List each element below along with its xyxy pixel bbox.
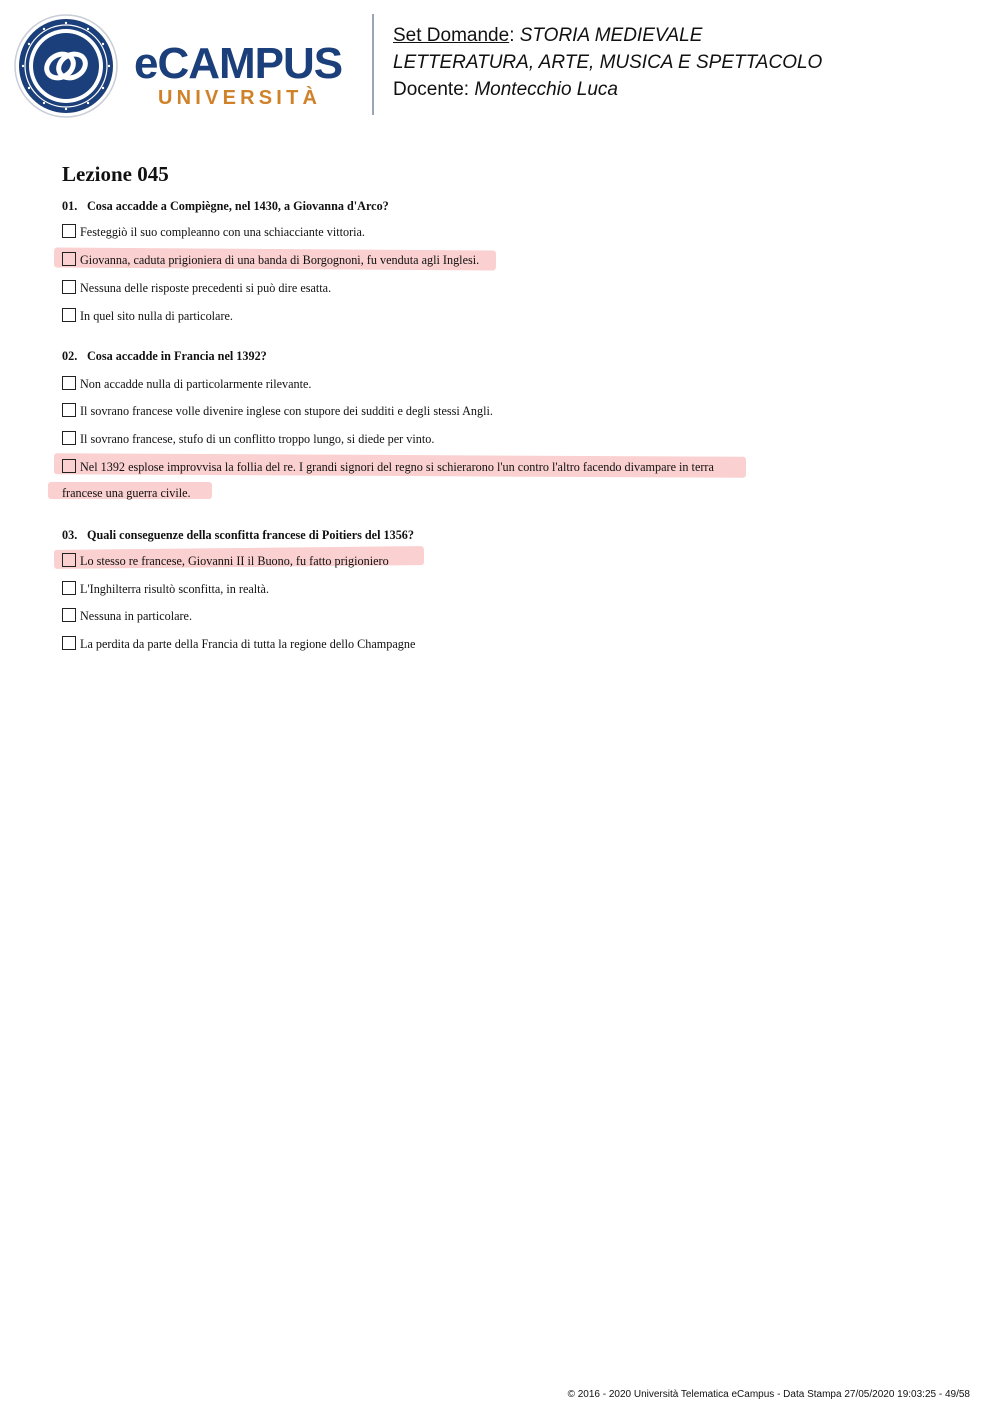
question-text: Cosa accadde in Francia nel 1392? xyxy=(87,349,267,363)
answer-checkbox[interactable] xyxy=(62,608,76,622)
question-03 xyxy=(62,527,414,543)
answer-text: Giovanna, caduta prigioniera di una banda di Borgognoni, fu venduta agli Inglesi. xyxy=(80,253,480,267)
question-number: 02. xyxy=(62,349,78,363)
subject-line1: STORIA MEDIEVALE xyxy=(519,25,703,46)
answer-text: Nessuna in particolare. xyxy=(80,609,193,623)
answer-checkbox[interactable] xyxy=(62,431,76,445)
question-number: 03. xyxy=(62,528,78,542)
teacher-label: Docente xyxy=(393,79,464,100)
answer-checkbox[interactable] xyxy=(62,403,76,417)
answer-checkbox[interactable] xyxy=(62,459,76,473)
brand-subtitle: UNIVERSITÀ xyxy=(158,87,322,109)
set-line: Set Domande: STORIA MEDIEVALE xyxy=(393,25,703,46)
page-footer: © 2016 - 2020 Università Telematica eCampus - Data Stampa 27/05/2020 19:03:25 - 49/58 xyxy=(567,1389,970,1400)
question-02 xyxy=(62,348,267,364)
answer-checkbox[interactable] xyxy=(62,308,76,322)
answer-checkbox[interactable] xyxy=(62,376,76,390)
header-divider xyxy=(372,14,374,115)
answer-checkbox[interactable] xyxy=(62,280,76,294)
answer-checkbox[interactable] xyxy=(62,581,76,595)
answer-checkbox[interactable] xyxy=(62,224,76,238)
question-number: 01. xyxy=(62,199,78,213)
question-01 xyxy=(62,198,389,214)
teacher-line: Docente: Montecchio Luca xyxy=(393,79,618,100)
answer-text: Festeggiò il suo compleanno con una schiacciante vittoria. xyxy=(80,225,365,239)
answer-checkbox[interactable] xyxy=(62,636,76,650)
answer-text: Nel 1392 esplose improvvisa la follia del re. I grandi signori del regno si schierarono l'un contro l'altro facendo divampare in terra xyxy=(80,460,714,474)
ecampus-seal-logo xyxy=(14,14,118,118)
answer-text: Non accadde nulla di particolarmente rilevante. xyxy=(80,377,312,391)
answer-checkbox[interactable] xyxy=(62,553,76,567)
brand-wordmark xyxy=(134,39,356,112)
teacher-name: Montecchio Luca xyxy=(474,79,618,100)
subject-line2: LETTERATURA, ARTE, MUSICA E SPETTACOLO xyxy=(393,52,823,73)
header-info xyxy=(393,22,822,103)
answer-text: In quel sito nulla di particolare. xyxy=(80,309,233,323)
answer-text: Il sovrano francese volle divenire inglese con stupore dei sudditi e degli stessi Angli. xyxy=(80,404,493,418)
answer-text: Nessuna delle risposte precedenti si può dire esatta. xyxy=(80,281,332,295)
set-label: Set Domande xyxy=(393,25,510,46)
lesson-title: Lezione 045 xyxy=(62,162,169,186)
brand-name: eCAMPUS xyxy=(134,39,343,88)
answer-text: Il sovrano francese, stufo di un conflitto troppo lungo, si diede per vinto. xyxy=(80,432,435,446)
answer-checkbox[interactable] xyxy=(62,252,76,266)
answer-text-continued: francese una guerra civile. xyxy=(62,486,191,500)
answer-text: La perdita da parte della Francia di tutta la regione dello Champagne xyxy=(80,637,416,651)
answer-text: L'Inghilterra risultò sconfitta, in realtà. xyxy=(80,582,270,596)
question-text: Quali conseguenze della sconfitta francese di Poitiers del 1356? xyxy=(87,528,414,542)
question-text: Cosa accadde a Compiègne, nel 1430, a Giovanna d'Arco? xyxy=(87,199,389,213)
answer-text: Lo stesso re francese, Giovanni II il Buono, fu fatto prigioniero xyxy=(80,554,389,568)
